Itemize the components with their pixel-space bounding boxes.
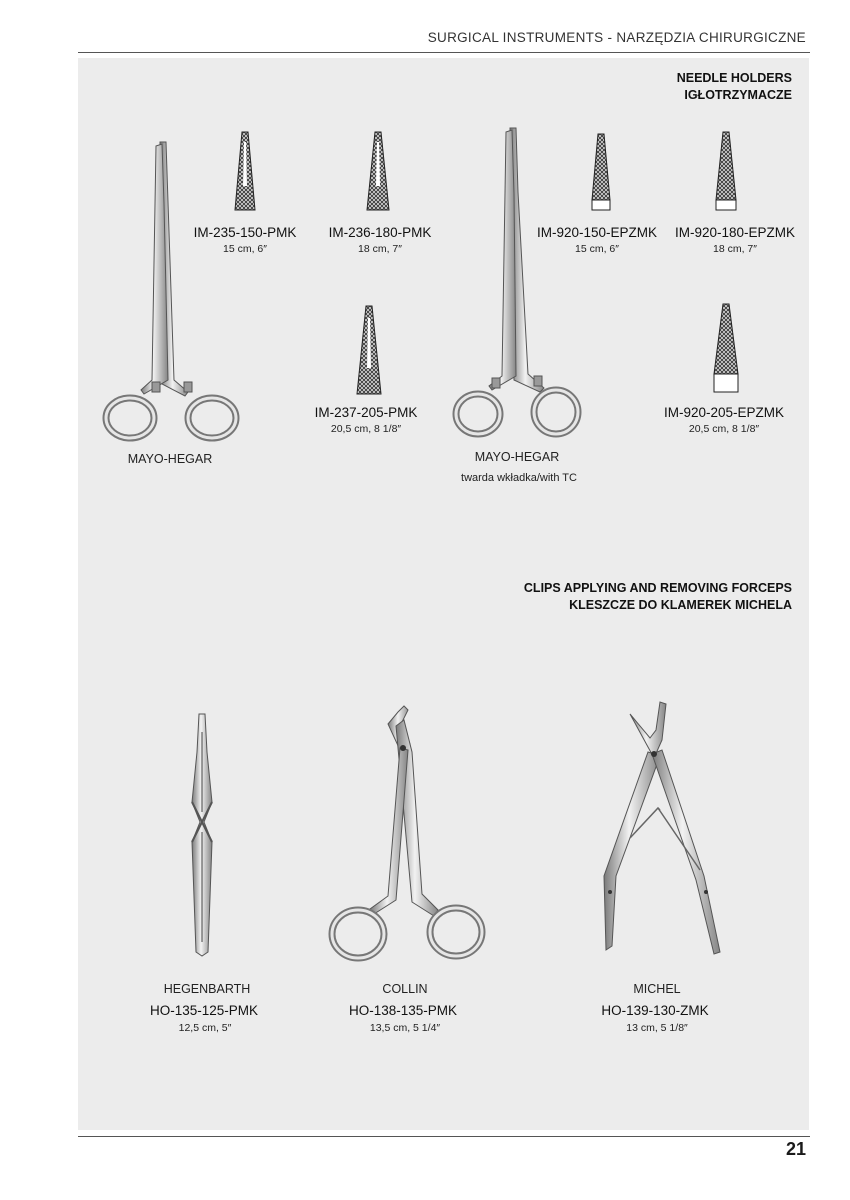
section-heading-clip-forceps — [524, 580, 792, 614]
footer-divider — [78, 1136, 810, 1137]
product-size: 15 cm, 6″ — [223, 243, 267, 255]
product-code: HO-139-130-ZMK — [601, 1003, 709, 1018]
product-size: 20,5 cm, 8 1/8″ — [688, 423, 760, 435]
collin-forceps-image — [326, 704, 488, 962]
page-header-title: SURGICAL INSTRUMENTS - NARZĘDZIA CHIRURGICZNE — [427, 30, 806, 45]
product-code: HO-135-125-PMK — [149, 1003, 259, 1018]
mayo-hegar-tc-needle-holder-image — [452, 126, 582, 442]
section-heading-needle-holders — [677, 70, 792, 104]
michel-forceps-image — [596, 700, 730, 962]
instrument-name: MAYO-HEGAR — [474, 450, 560, 464]
product-size: 15 cm, 6″ — [575, 243, 619, 255]
product-code: IM-236-180-PMK — [328, 225, 432, 240]
instrument-name: MICHEL — [633, 982, 681, 996]
product-code: IM-920-205-EPZMK — [663, 405, 785, 420]
jaw-tip-im-920-150-icon — [590, 132, 612, 212]
instrument-name: MAYO-HEGAR — [127, 452, 213, 466]
jaw-tip-im-235-icon — [234, 130, 256, 212]
instrument-note: twarda wkładka/with TC — [461, 472, 577, 484]
product-code: IM-920-150-EPZMK — [536, 225, 658, 240]
product-size: 13,5 cm, 5 1/4″ — [369, 1022, 441, 1034]
section-title-pl: KLESZCZE DO KLAMEREK MICHELA — [569, 598, 792, 612]
product-size: 20,5 cm, 8 1/8″ — [330, 423, 402, 435]
product-size: 18 cm, 7″ — [358, 243, 402, 255]
section-title-en: CLIPS APPLYING AND REMOVING FORCEPS — [523, 581, 792, 595]
jaw-tip-im-920-205-icon — [712, 302, 740, 394]
product-size: 18 cm, 7″ — [713, 243, 757, 255]
product-code: IM-237-205-PMK — [314, 405, 418, 420]
product-size: 13 cm, 5 1/8″ — [626, 1022, 688, 1034]
mayo-hegar-needle-holder-image — [100, 140, 245, 445]
product-code: IM-235-150-PMK — [193, 225, 297, 240]
jaw-tip-im-237-icon — [356, 304, 382, 396]
page-number: 21 — [785, 1139, 806, 1159]
instrument-name: HEGENBARTH — [163, 982, 251, 996]
jaw-tip-im-236-icon — [366, 130, 390, 212]
jaw-tip-im-920-180-icon — [714, 130, 738, 212]
instrument-name: COLLIN — [382, 982, 428, 996]
header-divider — [78, 52, 810, 53]
hegenbarth-forceps-image — [182, 712, 222, 957]
section-title-pl: IGŁOTRZYMACZE — [684, 88, 792, 102]
product-size: 12,5 cm, 5″ — [178, 1022, 232, 1034]
product-code: HO-138-135-PMK — [348, 1003, 458, 1018]
section-title-en: NEEDLE HOLDERS — [676, 71, 792, 85]
product-code: IM-920-180-EPZMK — [674, 225, 796, 240]
